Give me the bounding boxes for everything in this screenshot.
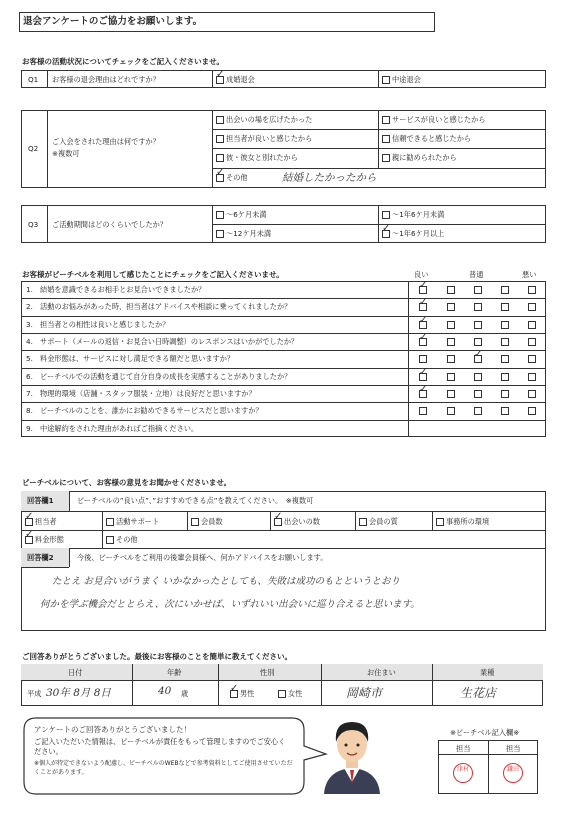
q2-option-3[interactable]: 担当者が良いと感じたから xyxy=(216,134,312,143)
check-mark-icon: ✓ xyxy=(419,280,428,291)
check-mark-icon: ✓ xyxy=(419,297,428,309)
q2-subtext: ※複数可 xyxy=(52,149,80,158)
stamp-1: 津村 xyxy=(453,763,473,783)
section2-heading: お客様がビーチベルを利用して感じたことにチェックをご記入くださいませ。 xyxy=(22,270,284,279)
checkbox[interactable] xyxy=(106,518,114,526)
rating-checkbox[interactable] xyxy=(447,338,455,346)
section4-heading: ご回答ありがとうございました。最後にお客様のことを簡単に教えてください。 xyxy=(22,652,292,661)
rating-checkbox[interactable] xyxy=(474,321,482,329)
rating-checkbox[interactable] xyxy=(447,321,455,329)
rating-question: 4. サポート（メールの返信・お見合い日時調整）のレスポンスはいかがでしたか？ xyxy=(26,336,299,346)
q2-number: Q2 xyxy=(28,144,39,153)
q3-number: Q3 xyxy=(28,220,39,229)
staff-label-2: 担当 xyxy=(506,744,521,753)
q3-option-2[interactable]: ～1年6ケ月未満 xyxy=(382,210,444,219)
q2-option-5[interactable]: 彼・彼女と別れたから xyxy=(216,153,298,162)
rating-checkbox[interactable] xyxy=(501,338,509,346)
rating-checkbox[interactable] xyxy=(419,407,427,415)
row-divider xyxy=(21,298,546,299)
opinion-option-1[interactable]: 担当者 xyxy=(25,517,57,526)
scale-good-label: 良い xyxy=(414,270,429,279)
rating-checkbox[interactable] xyxy=(474,373,482,381)
rating-checkbox[interactable] xyxy=(501,390,509,398)
checkbox[interactable] xyxy=(106,536,114,544)
q2-option-1[interactable]: 出会いの場を広げたかった xyxy=(216,115,312,124)
rating-checkbox[interactable] xyxy=(447,390,455,398)
row-divider xyxy=(21,402,546,403)
q2-option-6[interactable]: 親に勧められたから xyxy=(382,153,457,162)
age-unit: 歳 xyxy=(181,689,189,698)
q1-option-1[interactable]: 成婚退会 xyxy=(216,75,255,84)
check-mark-icon: ✓ xyxy=(274,511,283,522)
opinion-option-5[interactable]: 会員の質 xyxy=(359,517,398,526)
rating-checkbox[interactable] xyxy=(528,373,536,381)
header-job: 業種 xyxy=(480,668,495,677)
checkbox[interactable] xyxy=(382,154,390,162)
date-prefix: 平成 xyxy=(27,689,42,698)
col1-prompt: ビーチベルの”良い点”、”おすすめできる点”を教えてください。 ※複数可 xyxy=(77,496,314,505)
rating-checkbox[interactable] xyxy=(474,338,482,346)
q1-number: Q1 xyxy=(28,75,39,84)
row-divider xyxy=(21,385,546,386)
header-age: 年齢 xyxy=(167,668,182,677)
rating-question: 6. ビーチベルでの活動を通じて自分自身の成長を実感することがありましたか？ xyxy=(26,371,292,381)
checkbox[interactable] xyxy=(382,76,390,84)
q1-text: お客様の退会理由はどれですか？ xyxy=(52,75,160,84)
advice-answer-line1[interactable]: たとえ お見合いがうまく いかなかったとしても、失敗は成功のもとというとおり xyxy=(52,576,401,587)
age-value[interactable]: 40 xyxy=(158,685,172,697)
page-title: 退会アンケートのご協力をお願いします。 xyxy=(23,16,203,27)
check-mark-icon: ✓ xyxy=(25,529,34,540)
q3-option-3[interactable]: ～12ケ月未満 xyxy=(216,229,271,238)
row-divider xyxy=(21,333,546,334)
checkbox[interactable] xyxy=(359,518,367,526)
scale-normal-label: 普通 xyxy=(469,270,484,279)
profile-header-bg xyxy=(21,664,543,680)
rating-question: 3. 担当者との相性は良いと感じましたか？ xyxy=(26,319,170,329)
rating-question: 7. 物理的環境（店舗・スタッフ服装・立地）は良好だと思いますか？ xyxy=(26,388,256,398)
rating-question: 1. 結婚を意識できるお相手とお見合いできましたか？ xyxy=(26,285,206,294)
row-divider xyxy=(21,420,546,421)
date-value[interactable]: 30年 8月 8日 xyxy=(46,687,111,699)
check-mark-icon: ✓ xyxy=(419,314,428,326)
q2-option-2[interactable]: サービスが良いと感じたから xyxy=(382,115,485,124)
rating-checkbox[interactable] xyxy=(501,355,509,363)
rating-checkbox[interactable] xyxy=(501,286,509,294)
checkbox[interactable] xyxy=(216,116,224,124)
rating-checkbox[interactable] xyxy=(474,407,482,415)
checkbox[interactable] xyxy=(382,116,390,124)
q3-text: ご活動期間はどのくらいでしたか？ xyxy=(52,220,168,229)
q3-option-1[interactable]: ～6ケ月未満 xyxy=(216,210,267,219)
checkbox[interactable] xyxy=(216,211,224,219)
stamp-2: 鎌田 xyxy=(503,763,523,783)
check-mark-icon: ✓ xyxy=(216,69,225,80)
rating-checkbox[interactable] xyxy=(447,373,455,381)
address-value[interactable]: 岡崎市 xyxy=(346,686,383,700)
checkbox[interactable] xyxy=(278,690,286,698)
advice-answer-line2[interactable]: 何かを学ぶ機会だととらえ、次にいかせば、いずれいい出会いに巡り合えると思います。 xyxy=(40,599,420,610)
check-mark-icon: ✓ xyxy=(419,383,428,395)
q3-option-4[interactable]: ～1年6ケ月以上 xyxy=(382,229,444,238)
rating-checkbox[interactable] xyxy=(474,390,482,398)
rating-checkbox[interactable] xyxy=(447,303,455,311)
check-mark-icon: ✓ xyxy=(474,349,483,361)
rating-question: 8. ビーチベルのことを、誰かにお勧めできるサービスだと思いますか？ xyxy=(26,406,263,416)
checkbox[interactable] xyxy=(382,135,390,143)
rating-checkbox[interactable] xyxy=(447,407,455,415)
opinion-option-6[interactable]: 事務所の環境 xyxy=(436,517,489,526)
rating-checkbox[interactable] xyxy=(528,390,536,398)
opinion-option-2[interactable]: 活動サポート xyxy=(106,517,159,526)
q2-text: ご入会をされた理由は何ですか？ xyxy=(52,137,160,146)
opinion-option-8[interactable]: その他 xyxy=(106,535,138,544)
col2-label: 回答欄2 xyxy=(27,553,54,562)
rating-checkbox[interactable] xyxy=(447,355,455,363)
checkbox[interactable] xyxy=(216,154,224,162)
rating-checkbox[interactable] xyxy=(474,303,482,311)
rating-checkbox[interactable] xyxy=(474,286,482,294)
staff-label-1: 担当 xyxy=(456,744,471,753)
check-mark-icon: ✓ xyxy=(216,167,225,178)
check-mark-icon: ✓ xyxy=(382,223,391,234)
check-mark-icon: ✓ xyxy=(230,683,239,694)
rating-checkbox[interactable] xyxy=(528,355,536,363)
scale-bad-label: 悪い xyxy=(522,270,537,279)
rating-checkbox[interactable] xyxy=(501,407,509,415)
q1-option-2[interactable]: 中途退会 xyxy=(382,75,421,84)
check-mark-icon: ✓ xyxy=(419,366,428,378)
q2-other-answer[interactable]: 結婚したかったから xyxy=(282,172,377,184)
footer-message-3: ※個人が特定できないよう配慮し、ビーチベルのWEBなどで参考資料としてご使用させていただくことがあります。 xyxy=(34,760,293,776)
rating-question: 2. 活動のお悩みがあった時、担当者はアドバイスや相談に乗ってくれましたか？ xyxy=(26,302,292,312)
q2-option-7[interactable]: その他 xyxy=(216,173,248,182)
staff-area-title: ※ビーチベル記入欄※ xyxy=(450,728,520,737)
row-divider xyxy=(21,350,546,351)
rating-checkbox[interactable] xyxy=(501,373,509,381)
job-value[interactable]: 生花店 xyxy=(460,686,497,700)
rating-checkbox[interactable] xyxy=(447,286,455,294)
section3-heading: ビーチベルについて、お客様の意見をお聞かせくださいませ。 xyxy=(22,478,232,487)
rating-checkbox[interactable] xyxy=(501,321,509,329)
staff-illustration xyxy=(320,712,384,794)
gender-male[interactable]: 男性 xyxy=(230,689,254,698)
row-divider xyxy=(21,316,546,317)
q2-option-4[interactable]: 信頼できると感じたから xyxy=(382,134,471,143)
col1-label: 回答欄1 xyxy=(27,496,54,505)
gender-female[interactable]: 女性 xyxy=(278,689,302,698)
header-date: 日付 xyxy=(68,668,83,677)
opinion-option-7[interactable]: 料金形態 xyxy=(25,535,64,544)
checkbox[interactable] xyxy=(216,230,224,238)
check-mark-icon: ✓ xyxy=(25,511,34,522)
rating-checkbox[interactable] xyxy=(528,321,536,329)
rating-checkbox[interactable] xyxy=(528,286,536,294)
rating-checkbox[interactable] xyxy=(528,303,536,311)
section1-heading: お客様の活動状況についてチェックをご記入くださいませ。 xyxy=(22,57,224,66)
opinion-option-4[interactable]: 出会いの数 xyxy=(274,517,320,526)
rating-question: 9. 中途解約をされた理由があればご指摘ください。 xyxy=(26,423,199,433)
checkbox[interactable] xyxy=(191,518,199,526)
rating-checkbox[interactable] xyxy=(419,355,427,363)
opinion-option-3[interactable]: 会員数 xyxy=(191,517,223,526)
row-divider xyxy=(21,368,546,369)
rating-checkbox[interactable] xyxy=(528,407,536,415)
checkbox[interactable] xyxy=(382,211,390,219)
header-address: お住まい xyxy=(367,668,396,677)
rating-checkbox[interactable] xyxy=(528,338,536,346)
rating-checkbox[interactable] xyxy=(501,303,509,311)
check-mark-icon: ✓ xyxy=(419,331,428,343)
footer-message-1: アンケートのご回答ありがとうございました！ xyxy=(34,725,192,734)
footer-message-2: ご記入いただいた情報は、ビーチベルが責任をもって管理しますのでご安心ください。 xyxy=(34,737,286,756)
rating-question: 5. 料金形態は、サービスに対し満足できる額だと思いますか？ xyxy=(26,354,235,364)
col2-prompt: 今後、ビーチベルをご利用の後輩会員様へ、何かアドバイスをお願いします。 xyxy=(77,553,328,562)
checkbox[interactable] xyxy=(216,135,224,143)
checkbox[interactable] xyxy=(436,518,444,526)
header-gender: 性別 xyxy=(260,668,275,677)
